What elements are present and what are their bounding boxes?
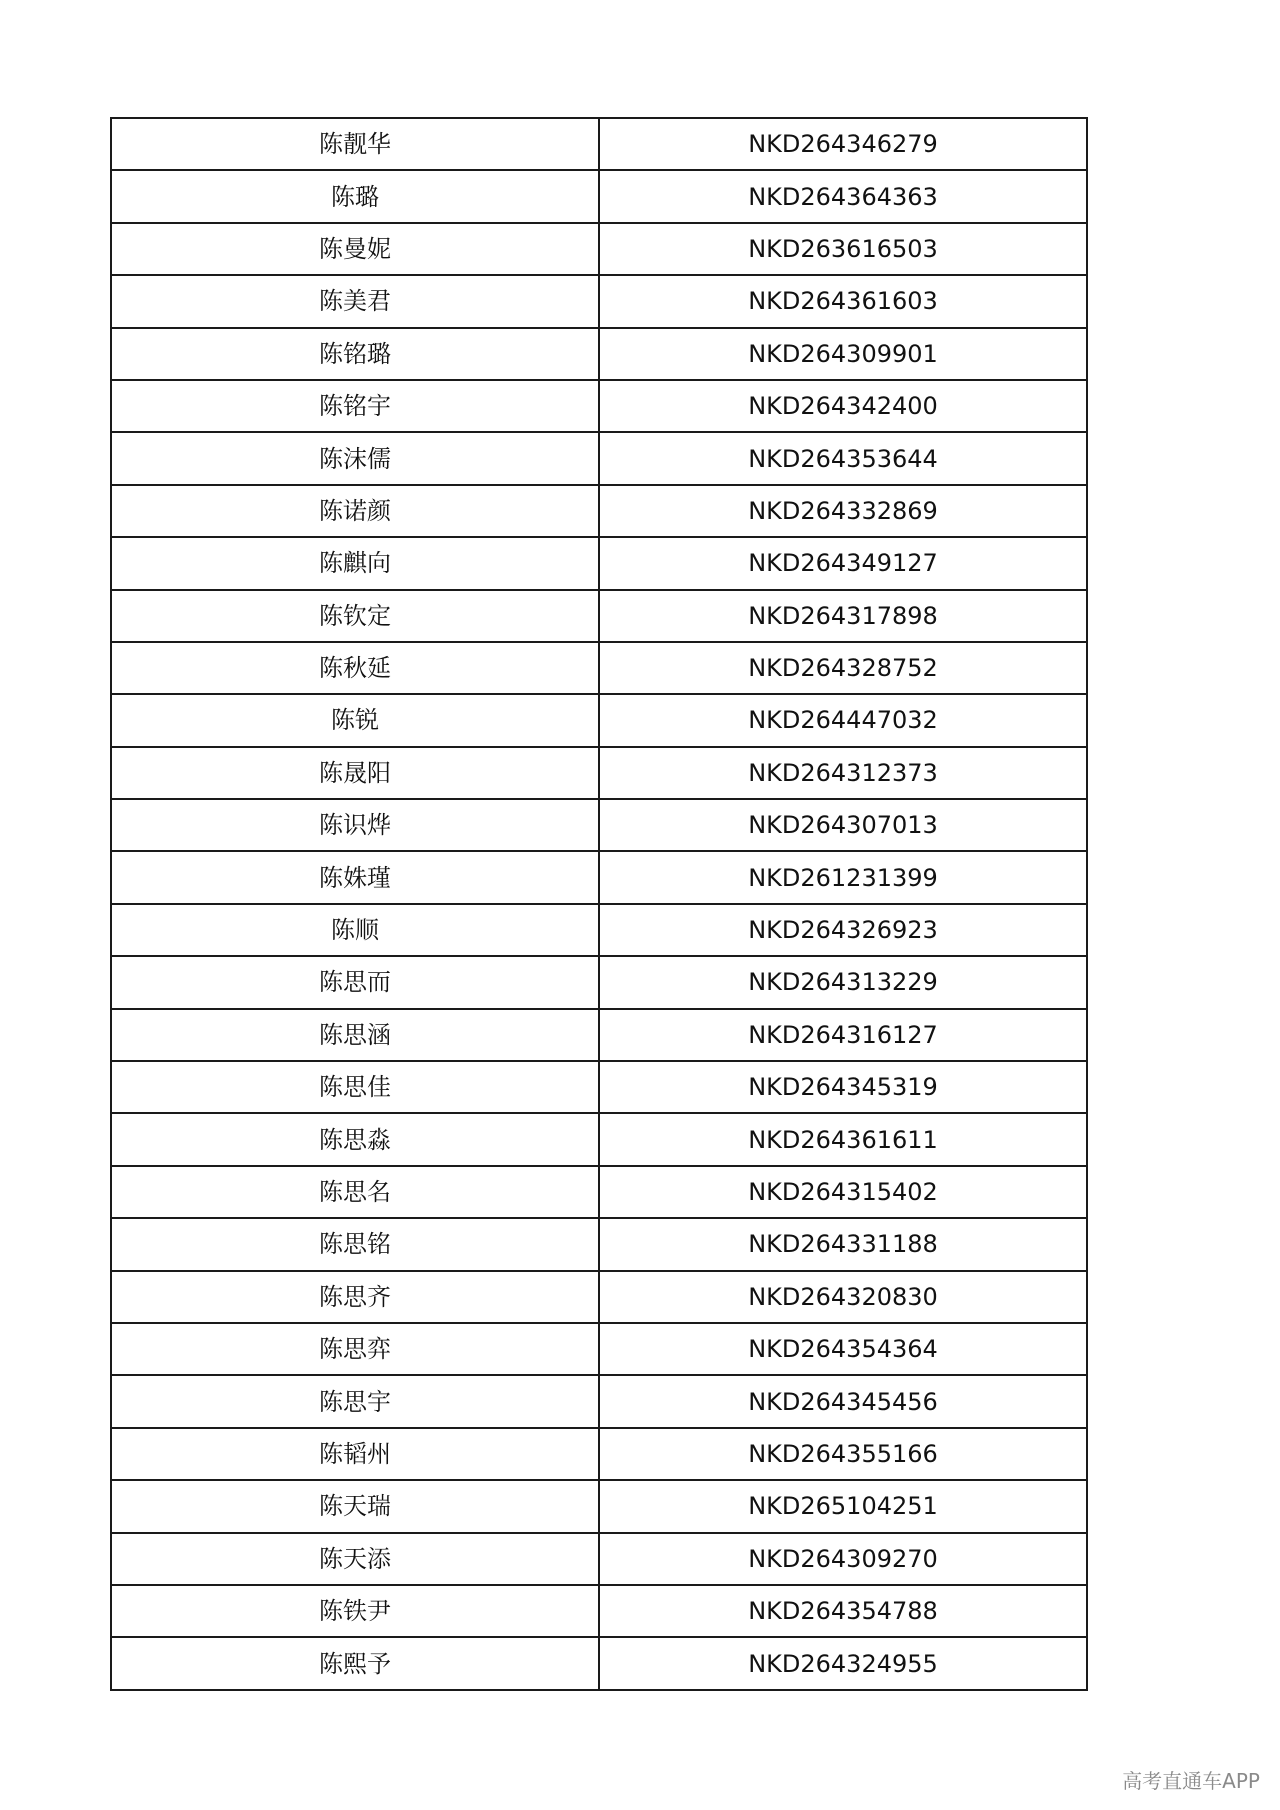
table-row: [111, 275, 1087, 327]
table-row: [111, 1166, 1087, 1218]
table-row: [111, 1113, 1087, 1165]
candidate-id-cell: NKD265104251: [599, 1480, 1087, 1532]
watermark-text: 高考直通车APP: [1122, 1769, 1260, 1793]
name-cell: 陈锐: [111, 694, 599, 746]
table-row: [111, 1480, 1087, 1532]
name-cell: 陈诺颜: [111, 485, 599, 537]
table-row: [111, 799, 1087, 851]
candidate-id-cell: NKD264355166: [599, 1428, 1087, 1480]
table-row: [111, 1009, 1087, 1061]
candidate-id-cell: NKD264315402: [599, 1166, 1087, 1218]
table-row: [111, 1585, 1087, 1637]
table-row: [111, 1218, 1087, 1270]
candidate-id-cell: NKD264364363: [599, 170, 1087, 222]
table-row: [111, 328, 1087, 380]
candidate-id-cell: NKD263616503: [599, 223, 1087, 275]
candidate-id-cell: NKD264316127: [599, 1009, 1087, 1061]
table-row: [111, 851, 1087, 903]
name-cell: 陈钦定: [111, 590, 599, 642]
name-cell: 陈韬州: [111, 1428, 599, 1480]
name-cell: 陈识烨: [111, 799, 599, 851]
table-row: [111, 380, 1087, 432]
table-row: [111, 170, 1087, 222]
table-row: [111, 118, 1087, 170]
name-cell: 陈晟阳: [111, 747, 599, 799]
table-row: [111, 432, 1087, 484]
candidate-id-cell: NKD264354364: [599, 1323, 1087, 1375]
table-row: [111, 537, 1087, 589]
table-row: [111, 223, 1087, 275]
name-cell: 陈美君: [111, 275, 599, 327]
name-cell: 陈沫儒: [111, 432, 599, 484]
candidate-id-cell: NKD264317898: [599, 590, 1087, 642]
candidate-id-cell: NKD264345319: [599, 1061, 1087, 1113]
name-cell: 陈姝瑾: [111, 851, 599, 903]
name-cell: 陈天添: [111, 1533, 599, 1585]
candidate-id-cell: NKD264332869: [599, 485, 1087, 537]
candidate-id-cell: NKD264326923: [599, 904, 1087, 956]
candidate-id-cell: NKD264331188: [599, 1218, 1087, 1270]
name-cell: 陈思涵: [111, 1009, 599, 1061]
candidate-id-cell: NKD264353644: [599, 432, 1087, 484]
table-row: [111, 1428, 1087, 1480]
candidate-id-cell: NKD264354788: [599, 1585, 1087, 1637]
name-cell: 陈秋延: [111, 642, 599, 694]
candidate-id-cell: NKD264361603: [599, 275, 1087, 327]
name-cell: 陈麒向: [111, 537, 599, 589]
table-row: [111, 1637, 1087, 1689]
name-cell: 陈靓华: [111, 118, 599, 170]
name-cell: 陈铭宇: [111, 380, 599, 432]
candidate-id-cell: NKD264328752: [599, 642, 1087, 694]
name-cell: 陈思佳: [111, 1061, 599, 1113]
candidate-id-cell: NKD264346279: [599, 118, 1087, 170]
name-cell: 陈铭璐: [111, 328, 599, 380]
table-row: [111, 485, 1087, 537]
name-cell: 陈顺: [111, 904, 599, 956]
roster-table-body: [111, 118, 1087, 1690]
table-row: [111, 956, 1087, 1008]
table-row: [111, 642, 1087, 694]
candidate-id-cell: NKD261231399: [599, 851, 1087, 903]
name-cell: 陈思名: [111, 1166, 599, 1218]
table-row: [111, 747, 1087, 799]
name-cell: 陈思淼: [111, 1113, 599, 1165]
candidate-id-cell: NKD264312373: [599, 747, 1087, 799]
name-cell: 陈天瑞: [111, 1480, 599, 1532]
name-cell: 陈思铭: [111, 1218, 599, 1270]
name-cell: 陈熙予: [111, 1637, 599, 1689]
table-row: [111, 1271, 1087, 1323]
candidate-id-cell: NKD264320830: [599, 1271, 1087, 1323]
candidate-id-cell: NKD264324955: [599, 1637, 1087, 1689]
table-row: [111, 1061, 1087, 1113]
name-cell: 陈曼妮: [111, 223, 599, 275]
candidate-id-cell: NKD264309901: [599, 328, 1087, 380]
table-row: [111, 590, 1087, 642]
name-cell: 陈思而: [111, 956, 599, 1008]
candidate-id-cell: NKD264342400: [599, 380, 1087, 432]
candidate-id-cell: NKD264349127: [599, 537, 1087, 589]
roster-table: [110, 117, 1088, 1691]
candidate-id-cell: NKD264309270: [599, 1533, 1087, 1585]
name-cell: 陈思宇: [111, 1375, 599, 1427]
table-row: [111, 694, 1087, 746]
name-cell: 陈思齐: [111, 1271, 599, 1323]
table-row: [111, 1375, 1087, 1427]
candidate-id-cell: NKD264345456: [599, 1375, 1087, 1427]
name-cell: 陈思弈: [111, 1323, 599, 1375]
table-row: [111, 1323, 1087, 1375]
candidate-id-cell: NKD264307013: [599, 799, 1087, 851]
table-row: [111, 904, 1087, 956]
table-row: [111, 1533, 1087, 1585]
candidate-id-cell: NKD264361611: [599, 1113, 1087, 1165]
name-cell: 陈璐: [111, 170, 599, 222]
candidate-id-cell: NKD264313229: [599, 956, 1087, 1008]
candidate-id-cell: NKD264447032: [599, 694, 1087, 746]
name-cell: 陈铁尹: [111, 1585, 599, 1637]
